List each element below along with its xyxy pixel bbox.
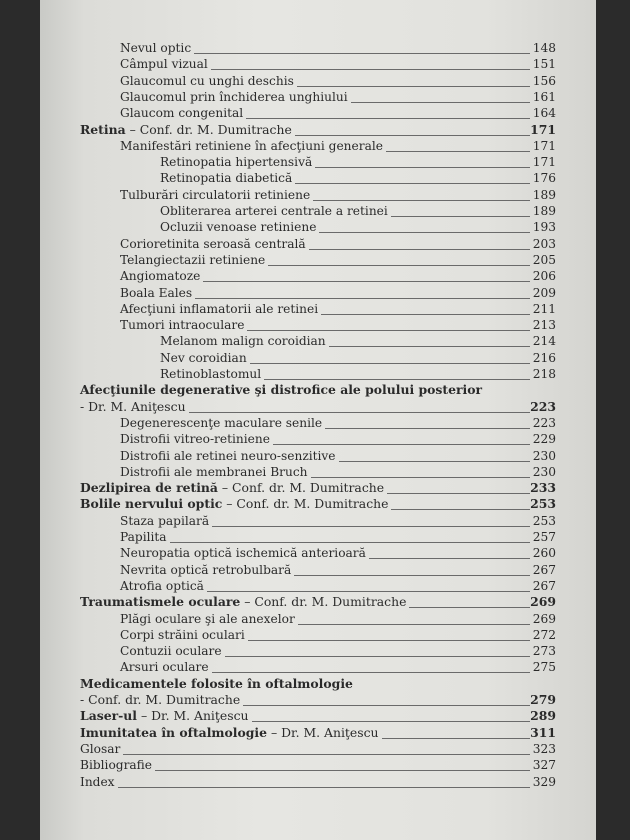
toc-entry-title: [80, 480, 384, 496]
toc-entry: [40, 138, 596, 154]
toc-entry: [40, 578, 596, 594]
toc-entry: [40, 496, 596, 512]
toc-entry: [40, 56, 596, 72]
toc-entry: [40, 203, 596, 219]
toc-title-text: Papilita: [120, 530, 167, 544]
toc-leader-line: [252, 721, 531, 722]
toc-page-number: 161: [532, 89, 556, 104]
toc-page-number: 151: [532, 57, 556, 72]
toc-title-text: Corpi străini oculari: [120, 627, 245, 642]
toc-author: – Conf. dr. M. Dumitrache: [125, 121, 292, 137]
toc-leader-line: [195, 298, 530, 299]
toc-page-number: 230: [532, 464, 556, 479]
toc-leader-line: [203, 281, 530, 282]
toc-entry-title: [120, 301, 318, 317]
toc-page-number: 164: [532, 106, 556, 121]
toc-entry: [40, 382, 596, 398]
toc-entry: [40, 73, 596, 89]
toc-leader-line: [243, 705, 530, 706]
toc-title-text: Glosar: [80, 741, 121, 756]
toc-title-text: Retina: [80, 121, 126, 137]
toc-title-text: Distrofii ale retinei neuro-senzitive: [120, 448, 336, 463]
toc-entry-title: [120, 415, 322, 431]
toc-title-text: Bolile nervului optic: [80, 496, 223, 512]
toc-entry-title: [120, 187, 310, 203]
toc-leader-line: [207, 591, 530, 592]
toc-title-text: Corioretinita seroasă centrală: [120, 236, 306, 251]
toc-page-number: 253: [530, 496, 556, 512]
toc-entry-title: [160, 219, 316, 235]
toc-page-number: 171: [530, 121, 556, 137]
toc-title-text: Retinoblastomul: [160, 367, 262, 381]
toc-leader-line: [194, 53, 530, 54]
toc-entry: [40, 562, 596, 578]
toc-entry-title: [120, 317, 244, 333]
toc-title-text: Degenerescenţe maculare senile: [120, 415, 323, 430]
toc-author: – Conf. dr. M. Dumitrache: [240, 594, 407, 610]
toc-entry: [40, 333, 596, 349]
toc-page-number: 213: [532, 318, 556, 333]
toc-leader-line: [189, 412, 530, 413]
toc-title-text: Retinopatia diabetică: [160, 171, 293, 186]
toc-entry-title: [120, 236, 306, 252]
toc-leader-line: [382, 738, 530, 739]
toc-leader-line: [295, 183, 530, 184]
toc-page-number: 214: [532, 334, 556, 349]
toc-entry: [40, 659, 596, 675]
toc-entry-title: [120, 40, 191, 56]
toc-page-number: 189: [532, 187, 556, 202]
toc-entry-title: [80, 757, 152, 773]
toc-entry: [40, 350, 596, 366]
toc-author: – Conf. dr. M. Dumitrache: [222, 496, 389, 512]
toc-leader-line: [212, 526, 530, 527]
toc-page-number: 267: [532, 562, 556, 577]
toc-entry-title: [80, 708, 249, 724]
toc-entry-title: [160, 154, 312, 170]
toc-leader-line: [391, 216, 530, 217]
toc-entry: [40, 219, 596, 235]
toc-entry-title: [80, 382, 482, 398]
toc-author: – Dr. M. Aniţescu: [267, 724, 379, 740]
toc-page-number: 148: [532, 41, 556, 55]
toc-leader-line: [248, 640, 530, 641]
toc-entry-title: [80, 594, 406, 610]
toc-leader-line: [170, 542, 530, 543]
toc-leader-line: [123, 754, 530, 755]
toc-title-text: Angiomatoze: [120, 269, 201, 284]
toc-entry: [40, 627, 596, 643]
toc-leader-line: [212, 672, 530, 673]
toc-entry: [40, 252, 596, 268]
toc-title-text: Ocluzii venoase retiniene: [160, 220, 317, 235]
toc-entry-title: [120, 431, 270, 447]
toc-page-number: 275: [532, 660, 556, 675]
toc-entry: [40, 285, 596, 301]
toc-entry-title: [120, 89, 348, 105]
toc-page-number: 230: [532, 448, 556, 463]
toc-page-number: 229: [532, 432, 556, 447]
toc-title-text: Tumori intraoculare: [120, 318, 245, 333]
toc-author: – Dr. M. Aniţescu: [137, 708, 249, 724]
toc-title-text: Nevul optic: [120, 41, 192, 55]
toc-author: – Conf. dr. M. Dumitrache: [217, 480, 385, 496]
toc-entry: [40, 448, 596, 464]
toc-entry: [40, 725, 596, 741]
toc-title-text: Câmpul vizual: [120, 57, 208, 72]
toc-leader-line: [315, 167, 530, 168]
toc-page-number: 267: [532, 578, 556, 593]
toc-title-text: Afecţiunile degenerative şi distrofice ale polului posterior: [80, 382, 483, 398]
toc-title-text: Afecţiuni inflamatorii ale retinei: [120, 301, 319, 316]
toc-entry: [40, 89, 596, 105]
toc-leader-line: [155, 770, 530, 771]
toc-leader-line: [313, 200, 530, 201]
toc-title-text: Retinopatia hipertensivă: [160, 155, 313, 170]
toc-title-text: Traumatismele oculare: [80, 594, 241, 610]
toc-page-number: 323: [532, 741, 556, 756]
toc-title-text: Distrofii ale membranei Bruch: [120, 464, 308, 479]
toc-entry: [40, 154, 596, 170]
toc-title-text: Obliterarea arterei centrale a retinei: [160, 204, 388, 218]
toc-entry: [40, 366, 596, 382]
toc-entry-title: [120, 252, 265, 268]
toc-title-text: Contuzii oculare: [120, 644, 222, 659]
toc-entry-title: [160, 333, 326, 349]
toc-entry: [40, 105, 596, 121]
toc-title-text: Glaucom congenital: [120, 106, 244, 121]
toc-entry: [40, 692, 596, 708]
toc-author: - Conf. dr. M. Dumitrache: [80, 692, 241, 707]
toc-leader-line: [386, 151, 530, 152]
toc-entry-title: [120, 529, 167, 545]
toc-title-text: Nev coroidian: [160, 350, 247, 365]
toc-entry-title: [120, 659, 209, 675]
toc-entry-title: [120, 464, 308, 480]
toc-entry-title: [80, 725, 379, 741]
toc-entry-title: [120, 138, 383, 154]
toc-title-text: Medicamentele folosite în oftalmologie: [80, 675, 353, 691]
toc-title-text: Telangiectazii retiniene: [120, 252, 266, 267]
toc-entry: [40, 611, 596, 627]
toc-leader-line: [264, 379, 530, 380]
toc-page-number: 209: [532, 285, 556, 300]
toc-entry-title: [120, 513, 209, 529]
toc-entry-title: [160, 170, 292, 186]
toc-page-number: 279: [530, 692, 556, 707]
toc-leader-line: [297, 86, 530, 87]
toc-entry: [40, 317, 596, 333]
toc-entry: [40, 676, 596, 692]
toc-page-number: 203: [532, 236, 556, 251]
toc-page-number: 171: [532, 138, 556, 153]
toc-page-number: 311: [530, 724, 556, 740]
toc-entry-title: [120, 285, 192, 301]
toc-page-number: 289: [530, 708, 556, 724]
table-of-contents: [40, 0, 596, 840]
toc-leader-line: [311, 477, 531, 478]
toc-page-number: 269: [530, 594, 556, 610]
toc-entry-title: [160, 203, 388, 219]
toc-page-number: 223: [530, 398, 556, 414]
toc-leader-line: [409, 607, 530, 608]
toc-entry-title: [160, 350, 247, 366]
toc-title-text: Imunitatea în oftalmologie: [80, 724, 268, 740]
toc-entry: [40, 545, 596, 561]
toc-title-text: Dezlipirea de retină: [80, 480, 218, 496]
toc-entry-title: [120, 56, 208, 72]
toc-page-number: 233: [530, 480, 556, 496]
toc-entry: [40, 187, 596, 203]
toc-leader-line: [211, 69, 530, 70]
toc-entry: [40, 757, 596, 773]
toc-entry-title: [120, 562, 291, 578]
toc-title-text: Melanom malign coroidian: [160, 334, 326, 349]
toc-entry-title: [120, 578, 204, 594]
toc-page-number: 171: [532, 155, 556, 170]
toc-page-number: 223: [532, 415, 556, 430]
toc-title-text: Staza papilară: [120, 513, 210, 528]
toc-entry: [40, 529, 596, 545]
toc-leader-line: [391, 509, 530, 510]
toc-page-number: 257: [532, 530, 556, 544]
toc-entry-title: [120, 268, 200, 284]
toc-page-number: 327: [532, 758, 556, 773]
toc-leader-line: [273, 444, 530, 445]
toc-page-number: 218: [532, 367, 556, 381]
toc-leader-line: [246, 118, 530, 119]
toc-leader-line: [247, 330, 530, 331]
toc-entry: [40, 122, 596, 138]
toc-entry-title: [160, 366, 261, 382]
toc-page-number: 253: [532, 513, 556, 528]
toc-title-text: Glaucomul cu unghi deschis: [120, 73, 294, 88]
toc-entry: [40, 480, 596, 496]
toc-page-number: 189: [532, 204, 556, 218]
toc-entry: [40, 513, 596, 529]
toc-entry-title: [80, 692, 240, 708]
toc-page-number: 329: [532, 774, 556, 789]
toc-title-text: Plăgi oculare şi ale anexelor: [120, 611, 295, 626]
toc-entry: [40, 741, 596, 757]
toc-leader-line: [325, 428, 530, 429]
toc-page-number: 260: [532, 546, 556, 561]
toc-leader-line: [387, 493, 530, 494]
toc-entry: [40, 170, 596, 186]
toc-leader-line: [225, 656, 530, 657]
toc-entry: [40, 399, 596, 415]
toc-leader-line: [309, 249, 530, 250]
toc-page-number: 206: [532, 269, 556, 284]
toc-entry: [40, 708, 596, 724]
toc-leader-line: [295, 135, 530, 136]
toc-entry-title: [80, 774, 115, 790]
toc-entry-title: [120, 73, 294, 89]
toc-title-text: Index: [80, 774, 115, 789]
toc-leader-line: [268, 265, 530, 266]
toc-entry: [40, 236, 596, 252]
toc-page-number: 269: [532, 611, 556, 626]
toc-entry-title: [120, 545, 366, 561]
toc-leader-line: [298, 624, 530, 625]
toc-leader-line: [118, 787, 530, 788]
toc-leader-line: [294, 575, 530, 576]
toc-entry: [40, 594, 596, 610]
toc-title-text: Bibliografie: [80, 758, 153, 773]
toc-entry-title: [80, 122, 292, 138]
toc-leader-line: [321, 314, 530, 315]
toc-entry: [40, 774, 596, 790]
toc-leader-line: [329, 346, 530, 347]
toc-entry-title: [80, 741, 120, 757]
toc-entry: [40, 643, 596, 659]
toc-leader-line: [319, 232, 530, 233]
toc-entry-title: [80, 496, 388, 512]
toc-title-text: Manifestări retiniene în afecţiuni generale: [120, 138, 383, 153]
toc-page-number: 193: [532, 220, 556, 235]
toc-title-text: Boala Eales: [120, 285, 193, 300]
toc-entry: [40, 415, 596, 431]
toc-title-text: Tulburări circulatorii retiniene: [120, 187, 311, 202]
toc-entry: [40, 301, 596, 317]
toc-leader-line: [369, 558, 530, 559]
toc-entry: [40, 268, 596, 284]
toc-entry-title: [120, 611, 295, 627]
toc-leader-line: [250, 363, 530, 364]
book-page: [40, 0, 596, 840]
toc-title-text: Distrofii vitreo-retiniene: [120, 432, 270, 447]
toc-title-text: Atrofia optică: [120, 578, 204, 593]
toc-page-number: 273: [532, 644, 556, 659]
toc-page-number: 216: [532, 350, 556, 365]
toc-page-number: 176: [532, 171, 556, 186]
toc-entry: [40, 40, 596, 56]
toc-page-number: 211: [532, 301, 556, 316]
toc-entry: [40, 431, 596, 447]
toc-leader-line: [339, 461, 530, 462]
toc-entry-title: [80, 676, 353, 692]
toc-page-number: 156: [532, 73, 556, 88]
toc-entry: [40, 464, 596, 480]
toc-entry-title: [120, 448, 336, 464]
toc-author: - Dr. M. Aniţescu: [80, 398, 186, 414]
toc-entry-title: [80, 399, 186, 415]
toc-title-text: Arsuri oculare: [120, 660, 209, 675]
toc-title-text: Glaucomul prin închiderea unghiului: [120, 89, 348, 104]
toc-title-text: Laser-ul: [80, 708, 137, 724]
toc-title-text: Neuropatia optică ischemică anterioară: [120, 546, 366, 561]
toc-entry-title: [120, 643, 222, 659]
toc-leader-line: [351, 102, 530, 103]
toc-page-number: 205: [532, 252, 556, 267]
toc-entry-title: [120, 627, 245, 643]
toc-entry-title: [120, 105, 243, 121]
toc-title-text: Nevrita optică retrobulbară: [120, 562, 292, 577]
toc-page-number: 272: [532, 627, 556, 642]
